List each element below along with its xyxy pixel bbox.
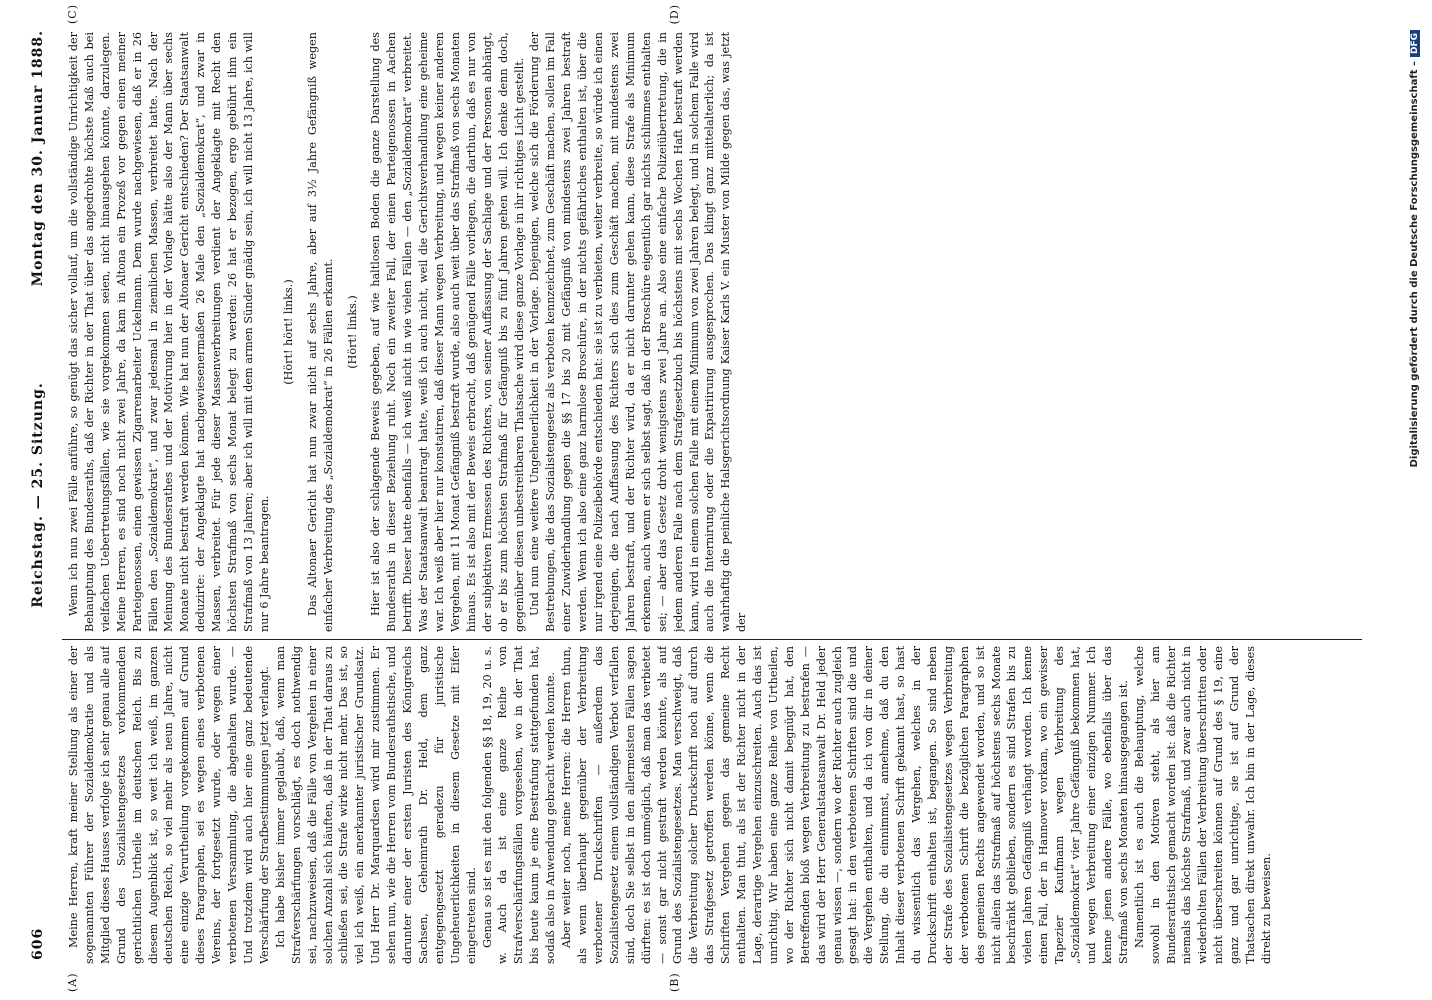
margin-marker-d: (D) [668,4,681,25]
page-header [26,30,54,960]
margin-marker-a: (A) [66,972,79,992]
text-column-left [66,646,1356,964]
paragraph: Namentlich ist es auch die Behauptung, welche sowohl in den Motiven steht, als hier am Bundesrathstisch gemacht worden ist: daß die Richter niemals das höchste Strafmaß, und zwar auch nicht in wiederholten Fällen der Verbreitung überschritten oder nicht überschreiten können auf Grund des § 19, eine ganz und gar unrichtige, sie ist auf Grund der Thatsachen direkt unwahr. Ich bin in der Lage, dieses direkt zu beweisen. [1132,646,1273,964]
text-column-right [66,32,1356,632]
margin-marker-b: (B) [668,972,681,992]
interjection: (Hört! links.) [345,295,359,369]
credit-text: Digitalisierung gefördert durch die Deutsche Forschungsgemeinschaft – [1409,61,1420,468]
paragraph: Und nun eine weitere Ungeheuerlichkeit in der Vorlage. Diejenigen, welche sich die Förderung der Bestrebungen, die das Sozialistengesetz als verboten kennzeichnet, zum Geschäft machen, sollen im Fall einer Zuwiderhandlung gegen die §§ 17 bis 20 mit Gefängniß von mindestens zwei Jahren bestraft werden. Wenn ich also eine ganz harmlose Broschüre, in der nichts gefährliches enthalten ist, über die nur irgend eine Polizeibehörde entschieden hat: sie ist zu verbieten, weiter verbreite, so würde ich einen derjenigen, die nach Auffassung des Richters sich dies zum Geschäft machen, mit mindestens zwei Jahren bestraft, und der Richter wird, da er nicht darunter gehen kann, diese Strafe als Minimum erkennen, auch wenn er sich selbst sagt, daß in der Broschüre eigentlich gar nichts schlimmes enthalten sei; — aber das Gesetz droht wenigstens zwei Jahre an. Also eine einfache Polizeiübertretung, die in jedem anderen Falle nach dem Strafgesetzbuch bis höchstens mit sechs Wochen Haft bestraft werden kann, wird in einem solchen Falle mit einem Minimum von zwei Jahren belegt, und in solchem Falle wird auch die Internirung oder die Expatriirung ausgesprochen. Das klingt ganz mittelalterlich; da ist wahrhaftig die peinliche Halsgerichtsordnung Kaiser Karls V. ein Muster von Milde gegen das, was jetzt der [528,32,749,632]
margin-marker-c: (C) [66,4,79,24]
paragraph: Hier ist also der schlagende Beweis gegeben, auf wie haltlosen Boden die ganze Darstellung des Bundesraths in dieser Beziehung ruht. Noch ein zweiter Fall, der einen Parteigenossen in Aachen betrifft. Dieser hatte ebenfalls — ich weiß nicht in wie vielen Fällen — den „Sozialdemokrat“ verbreitet. Was der Staatsanwalt beantragt hatte, weiß ich auch nicht, weil die Gerichtsverhandlung eine geheime war. Ich weiß aber hier nur konstatiren, daß dieser Mann wegen Verbreitung, und wegen keiner anderen Vergehen, mit 11 Monat Gefängniß bestraft wurde, also auch weit über das Strafmaß von sechs Monaten hinaus. Es ist also mit der Beweis erbracht, daß genügend Fälle vorliegen, die darthun, daß es nur von der subjektiven Ermessen des Richters, von seiner Auffassung der Sachlage und der Personen abhängt, ob er bis zum höchsten Strafmaß für Gefängniß bis zu fünf Jahren gehen will. Ich denke denn doch, gegenüber diesen unbestreitbaren Thatsache wird diese ganze Vorlage in ihr richtiges Licht gestellt. [369,32,526,632]
interjection: (Hört! hört! links.) [281,279,295,385]
paragraph: Das Altonaer Gericht hat nun zwar nicht auf sechs Jahre, aber auf 3½ Jahre Gefängniß wegen einfacher Verbreitung des „Sozialdemokrat“ in 26 Fällen erkannt. [305,32,335,632]
dfg-logo: DFG [1410,30,1420,57]
page-title: Reichstag. — 25. Sitzung. [30,382,46,608]
paragraph: Ich habe bisher immer geglaubt, daß, wenn man Strafverschärfungen vorschlägt, es doch nothwendig sei, nachzuweisen, daß die Fälle von Vergehen in einer solchen Anzahl sich häuften, daß in der That daraus zu schließen sei, die Strafe wirke nicht mehr. Das ist, so viel ich weiß, ein anerkannter juristischer Grundsatz. Und Herr Dr. Marquardsen wird mir zustimmen. Er sehen nun, wie die Herren vom Bundesrathstische, und darunter einer der ersten Juristen des Königreichs Sachsen, Geheimrath Dr. Held, dem ganz entgegengesetzt geradezu für juristische Ungeheuerlichkeiten in diesem Gesetze mit Eifer eingetreten sind. [273,646,478,964]
paragraph: Genau so ist es mit den folgenden §§ 18, 19, 20 u. s. w. Auch da ist eine ganze Reihe von Strafverschärfungsfällen vorgesehen, wo in der That bis heute kaum je eine Bestrafung stattgefunden hat, sodaß also in Anwendung gebracht werden konnte. [480,646,558,964]
page-date: Montag den 30. Januar 1888. [30,30,46,287]
paragraph: Wenn ich nun zwei Fälle anführe, so genügt das sicher vollauf, um die vollständige Unrichtigkeit der Behauptung des Bundesraths, daß der Richter in der That über das angedrohte höchste Maß auch bei vielfachen Uebertretungsfällen, wie sie vorgekommen seien, nicht hinausgehen könnte, darzulegen. Meine Herren, es sind noch nicht zwei Jahre, da kam in Altona ein Prozeß vor gegen einen meiner Parteigenossen, einen gewissen Zigarrenarbeiter Uckelmann. Dem wurde nachgewiesen, daß er in 26 Fällen den „Sozialdemokrat“, und zwar jedesmal in ziemlichen Massen, verbreitet hatte. Nach der Meinung des Bundesrathes und der Motivirung hier in der Vorlage hätte also der Mann über sechs Monate nicht bestraft werden können. Wie hat nun der Altonaer Gericht entschieden? Der Staatsanwalt deduzirte: der Angeklagte hat nachgewiesenermaßen 26 Male den „Sozialdemokrat“, und zwar in Massen, verbreitet. Für jede dieser Massenverbreitungen verdient der Angeklagte mit Recht den höchsten Strafmaß von sechs Monat belegt zu werden: 26 hat er bezogen, ergo gebührt ihm ein Strafmaß von 13 Jahren; aber ich will mit dem armen Sünder gnädig sein, ich will nicht 13 Jahre, ich will nur 6 Jahre beantragen. [67,32,271,632]
digitization-credit [1409,30,1420,960]
page-number: 606 [30,927,46,960]
column-divider [62,639,1362,640]
paragraph: Meine Herren, kraft meiner Stellung als einer der sogenannten Führer der Sozialdemokratie und als Mitglied dieses Hauses verfolge ich sehr genau alle auf Grund des Sozialistengesetzes vorkommenden gerichtlichen Urtheile im deutschen Reich. Bis zu diesem Augenblick ist, so weit ich weiß, im ganzen deutschen Reich, so viel mehr als neun Jahre, nicht eine einzige Verurtheilung vorgekommen auf Grund dieses Paragraphen, sei es wegen eines verbotenen Vereins, der fortgesetzt wurde, oder wegen einer verbotenen Versammlung, die abgehalten wurde. — Und trotzdem wird auch hier eine ganz bedeutende Verschärfung der Strafbestimmungen jetzt verlangt. [67,646,271,964]
paragraph: Aber weiter noch, meine Herren: die Herren thun, als wenn überhaupt gegenüber der Verbreitung verbotener Druckschriften — außerdem das Sozialistengesetz einem vollständigen Verbot verfallen sind, doch Sie selbst in den allermeisten Fällen sagen dürften: es ist doch unmöglich, daß man das verbietet — sonst gar nicht gestraft werden könnte, als auf Grund des Sozialistengesetzes. Man verschweigt, daß die Verbreitung solcher Druckschrift noch auf durch das Strafgesetz getroffen werden könne, wenn die Schriften Vergehen gegen das gemeine Recht enthalten. Man thut, als ist der Richter nicht in der Lage, derartige Vergehen einzuschreiten. Auch das ist unrichtig. Wir haben eine ganze Reihe von Urtheilen, wo der Richter sich nicht damit begnügt hat, den Betreffenden bloß wegen Verbreitung zu bestrafen — das wird der Herr Generalstaatsanwalt Dr. Held jeder genau wissen —, sondern wo der Richter auch zugleich gesagt hat: in den verbotenen Schriften sind die und die Vergehen enthalten, und da ich von dir in deiner Stellung, die du einnimmst, annehme, daß du den Inhalt dieser verbotenen Schrift gekannt hast, so hast du wissentlich das Vergehen, welches in der Druckschrift enthalten ist, begangen. So sind neben der Strafe des Sozialistengesetzes wegen Verbreitung der verbotenen Schrift die bezüglichen Paragraphen des gemeinen Rechts angewendet worden, und so ist nicht allein das Strafmaß auf höchstens sechs Monate beschränkt geblieben, sondern es sind Strafen bis zu vielen Jahren Gefängniß verhängt worden. Ich kenne einen Fall, der in Hannover vorkam, wo ein gewisser Tapezier Kaufmann wegen Verbreitung des „Sozialdemokrat“ vier Jahre Gefängniß bekommen hat, und wegen Verbreitung einer einzigen Nummer. Ich kenne jenen andere Fälle, wo ebenfalls über das Strafmaß von sechs Monaten hinausgegangen ist. [560,646,1130,964]
